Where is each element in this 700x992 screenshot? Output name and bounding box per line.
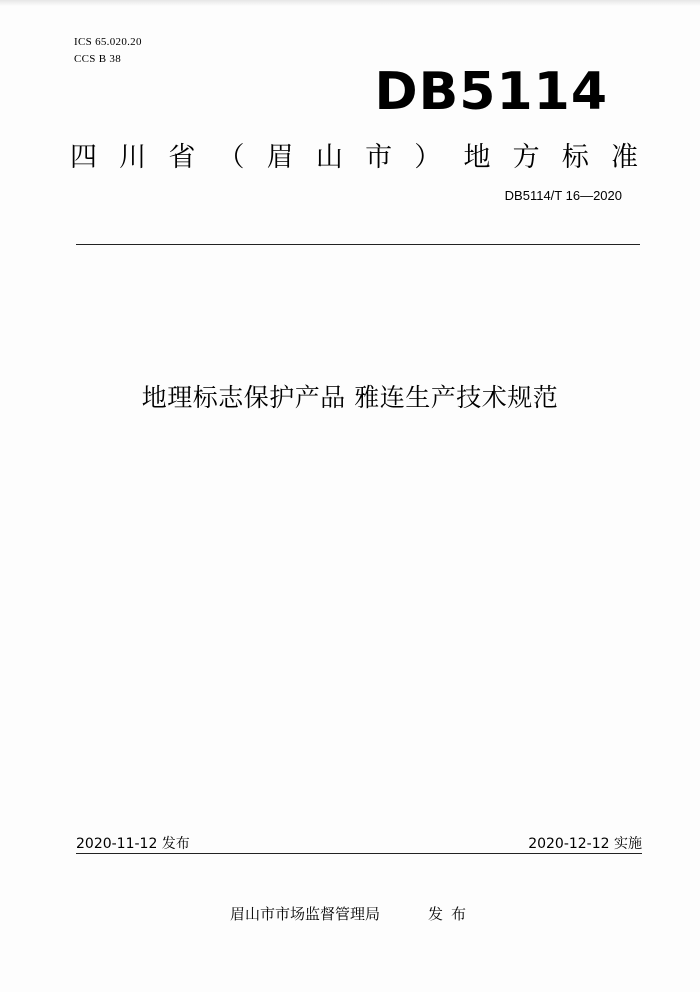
standard-type-heading: 四川省（眉山市）地方标准 (70, 142, 640, 173)
ccs-code: CCS B 38 (74, 53, 122, 65)
footer-divider (76, 853, 642, 854)
standard-code-mark: DB5114 (374, 62, 608, 122)
publish-label: 发布 (428, 905, 475, 923)
issue-date: 2020-11-12 发布 (76, 836, 190, 852)
header-divider (76, 244, 640, 245)
publisher-name: 眉山市市场监督管理局 (230, 905, 381, 923)
implementation-date: 2020-12-12 实施 (528, 836, 642, 852)
standard-number: DB5114/T 16—2020 (504, 188, 622, 203)
scan-edge-shadow (0, 0, 700, 6)
ics-code: ICS 65.020.20 (74, 36, 142, 48)
document-title: 地理标志保护产品 雅连生产技术规范 (141, 383, 559, 412)
